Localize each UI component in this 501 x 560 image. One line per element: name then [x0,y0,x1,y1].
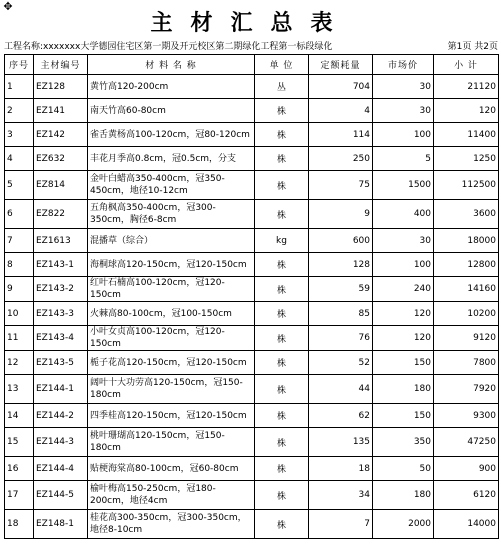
subtotal-cell[interactable]: 6120 [434,481,499,510]
quota-quantity-cell[interactable]: 76 [309,326,373,351]
subtotal-cell[interactable]: 21120 [434,75,499,99]
material-code-cell[interactable]: EZ143-2 [34,277,88,302]
unit-cell[interactable]: 株 [255,253,309,277]
material-name-cell[interactable]: 桃叶珊瑚高120-150cm，冠150-180cm [88,428,255,457]
unit-cell[interactable]: 株 [255,171,309,200]
material-code-cell[interactable]: EZ141 [34,99,88,123]
market-price-cell[interactable]: 30 [373,99,434,123]
material-name-cell[interactable]: 混播草（综合） [88,229,255,253]
unit-cell[interactable]: 株 [255,277,309,302]
subtotal-cell[interactable]: 14160 [434,277,499,302]
quota-quantity-cell[interactable]: 59 [309,277,373,302]
unit-cell[interactable]: 丛 [255,75,309,99]
row-number-cell[interactable]: 15 [5,428,34,457]
row-number-cell[interactable]: 7 [5,229,34,253]
quota-quantity-cell[interactable]: 9 [309,200,373,229]
row-number-cell[interactable]: 16 [5,457,34,481]
subtotal-cell[interactable]: 18000 [434,229,499,253]
material-code-cell[interactable]: EZ822 [34,200,88,229]
column-header[interactable]: 单 位 [255,55,309,75]
subtotal-cell[interactable]: 1250 [434,147,499,171]
subtotal-cell[interactable]: 9120 [434,326,499,351]
materials-table [4,54,499,539]
material-code-cell[interactable]: EZ144-3 [34,428,88,457]
column-header[interactable]: 市场价 [373,55,434,75]
quota-quantity-cell[interactable]: 250 [309,147,373,171]
market-price-cell[interactable]: 120 [373,302,434,326]
quota-quantity-cell[interactable]: 85 [309,302,373,326]
unit-cell[interactable]: 株 [255,428,309,457]
table-row [5,171,499,200]
row-number-cell[interactable]: 2 [5,99,34,123]
unit-cell[interactable]: 株 [255,326,309,351]
material-code-cell[interactable]: EZ143-1 [34,253,88,277]
market-price-cell[interactable]: 50 [373,457,434,481]
material-name-cell[interactable]: 海桐球高120-150cm，冠120-150cm [88,253,255,277]
subtotal-cell[interactable]: 47250 [434,428,499,457]
material-name-cell[interactable]: 贴梗海棠高80-100cm，冠60-80cm [88,457,255,481]
material-name-cell[interactable]: 榆叶梅高150-250cm，冠180-200cm，地径4cm [88,481,255,510]
table-row [5,277,499,302]
subtotal-cell[interactable]: 7800 [434,351,499,375]
material-code-cell[interactable]: EZ144-1 [34,375,88,404]
table-row [5,123,499,147]
unit-cell[interactable]: 株 [255,99,309,123]
row-number-cell[interactable]: 4 [5,147,34,171]
table-row [5,147,499,171]
row-number-cell[interactable]: 14 [5,404,34,428]
row-number-cell[interactable]: 9 [5,277,34,302]
quota-quantity-cell[interactable]: 18 [309,457,373,481]
material-code-cell[interactable]: EZ142 [34,123,88,147]
project-name: 工程名称:xxxxxxx大学德园住宅区第一期及开元校区第二期绿化工程第一标段绿化 [4,42,333,52]
quota-quantity-cell[interactable]: 75 [309,171,373,200]
market-price-cell[interactable]: 30 [373,229,434,253]
material-name-cell[interactable]: 南天竹高60-80cm [88,99,255,123]
table-row [5,428,499,457]
row-number-cell[interactable]: 8 [5,253,34,277]
table-row [5,75,499,99]
quota-quantity-cell[interactable]: 135 [309,428,373,457]
column-header[interactable]: 材 料 名 称 [88,55,255,75]
report-subheader [4,40,498,54]
material-name-cell[interactable]: 黄竹高120-200cm [88,75,255,99]
unit-cell[interactable]: 株 [255,302,309,326]
market-price-cell[interactable]: 5 [373,147,434,171]
table-row [5,457,499,481]
material-name-cell[interactable]: 雀舌黄杨高100-120cm，冠80-120cm [88,123,255,147]
table-row [5,99,499,123]
quota-quantity-cell[interactable]: 600 [309,229,373,253]
market-price-cell[interactable]: 100 [373,123,434,147]
material-code-cell[interactable]: EZ148-1 [34,510,88,539]
market-price-cell[interactable]: 150 [373,351,434,375]
material-code-cell[interactable]: EZ143-3 [34,302,88,326]
market-price-cell[interactable]: 240 [373,277,434,302]
row-number-cell[interactable]: 17 [5,481,34,510]
material-code-cell[interactable]: EZ144-5 [34,481,88,510]
material-code-cell[interactable]: EZ144-2 [34,404,88,428]
row-number-cell[interactable]: 11 [5,326,34,351]
subtotal-cell[interactable]: 112500 [434,171,499,200]
market-price-cell[interactable]: 150 [373,404,434,428]
quota-quantity-cell[interactable]: 7 [309,510,373,539]
market-price-cell[interactable]: 2000 [373,510,434,539]
table-row [5,326,499,351]
material-name-cell[interactable]: 火棘高80-100cm，冠100-150cm [88,302,255,326]
row-number-cell[interactable]: 5 [5,171,34,200]
market-price-cell[interactable]: 350 [373,428,434,457]
market-price-cell[interactable]: 180 [373,375,434,404]
table-row [5,510,499,539]
material-code-cell[interactable]: EZ1613 [34,229,88,253]
material-name-cell[interactable]: 四季桂高120-150cm，冠120-150cm [88,404,255,428]
table-row [5,229,499,253]
material-name-cell[interactable]: 桂花高300-350cm，冠300-350cm，地径8-10cm [88,510,255,539]
market-price-cell[interactable]: 120 [373,326,434,351]
subtotal-cell[interactable]: 14000 [434,510,499,539]
table-row [5,481,499,510]
row-number-cell[interactable]: 1 [5,75,34,99]
table-row [5,351,499,375]
subtotal-cell[interactable]: 7920 [434,375,499,404]
quota-quantity-cell[interactable]: 704 [309,75,373,99]
table-row [5,375,499,404]
material-code-cell[interactable]: EZ632 [34,147,88,171]
unit-cell[interactable]: kg [255,229,309,253]
market-price-cell[interactable]: 180 [373,481,434,510]
quota-quantity-cell[interactable]: 128 [309,253,373,277]
subtotal-cell[interactable]: 12800 [434,253,499,277]
table-header-row [5,55,499,75]
market-price-cell[interactable]: 100 [373,253,434,277]
material-name-cell[interactable]: 小叶女贞高100-120cm，冠120-150cm [88,326,255,351]
quota-quantity-cell[interactable]: 34 [309,481,373,510]
column-header[interactable]: 定额耗量 [309,55,373,75]
unit-cell[interactable]: 株 [255,351,309,375]
subtotal-cell[interactable]: 3600 [434,200,499,229]
row-number-cell[interactable]: 10 [5,302,34,326]
row-number-cell[interactable]: 6 [5,200,34,229]
subtotal-cell[interactable]: 900 [434,457,499,481]
report-title: 主材汇总表 [150,10,351,36]
material-name-cell[interactable]: 阔叶十大功劳高120-150cm，冠150-180cm [88,375,255,404]
table-row [5,302,499,326]
unit-cell[interactable]: 株 [255,510,309,539]
material-code-cell[interactable]: EZ143-5 [34,351,88,375]
market-price-cell[interactable]: 30 [373,75,434,99]
unit-cell[interactable]: 株 [255,457,309,481]
unit-cell[interactable]: 株 [255,481,309,510]
quota-quantity-cell[interactable]: 62 [309,404,373,428]
unit-cell[interactable]: 株 [255,375,309,404]
material-code-cell[interactable]: EZ144-4 [34,457,88,481]
subtotal-cell[interactable]: 11400 [434,123,499,147]
material-code-cell[interactable]: EZ814 [34,171,88,200]
row-number-cell[interactable]: 3 [5,123,34,147]
material-code-cell[interactable]: EZ143-4 [34,326,88,351]
subtotal-cell[interactable]: 120 [434,99,499,123]
material-name-cell[interactable]: 红叶石楠高100-120cm，冠120-150cm [88,277,255,302]
material-name-cell[interactable]: 栀子花高120-150cm，冠120-150cm [88,351,255,375]
market-price-cell[interactable]: 1500 [373,171,434,200]
column-header[interactable]: 序号 [5,55,34,75]
column-header[interactable]: 主材编号 [34,55,88,75]
row-number-cell[interactable]: 12 [5,351,34,375]
quota-quantity-cell[interactable]: 4 [309,99,373,123]
unit-cell[interactable]: 株 [255,147,309,171]
unit-cell[interactable]: 株 [255,123,309,147]
row-number-cell[interactable]: 13 [5,375,34,404]
material-name-cell[interactable]: 五角枫高350-400cm，冠300-350cm，胸径6-8cm [88,200,255,229]
market-price-cell[interactable]: 400 [373,200,434,229]
subtotal-cell[interactable]: 9300 [434,404,499,428]
table-row [5,200,499,229]
subtotal-cell[interactable]: 10200 [434,302,499,326]
table-row [5,404,499,428]
table-row [5,253,499,277]
quota-quantity-cell[interactable]: 114 [309,123,373,147]
table-move-handle-icon[interactable]: ✥ [3,0,13,13]
column-header[interactable]: 小 计 [434,55,499,75]
material-name-cell[interactable]: 丰花月季高0.8cm，冠0.5cm，分支 [88,147,255,171]
material-code-cell[interactable]: EZ128 [34,75,88,99]
quota-quantity-cell[interactable]: 52 [309,351,373,375]
material-name-cell[interactable]: 金叶白蜡高350-400cm，冠350-450cm，地径10-12cm [88,171,255,200]
quota-quantity-cell[interactable]: 44 [309,375,373,404]
row-number-cell[interactable]: 18 [5,510,34,539]
unit-cell[interactable]: 株 [255,200,309,229]
page-indicator: 第1页 共2页 [447,42,498,52]
unit-cell[interactable]: 株 [255,404,309,428]
